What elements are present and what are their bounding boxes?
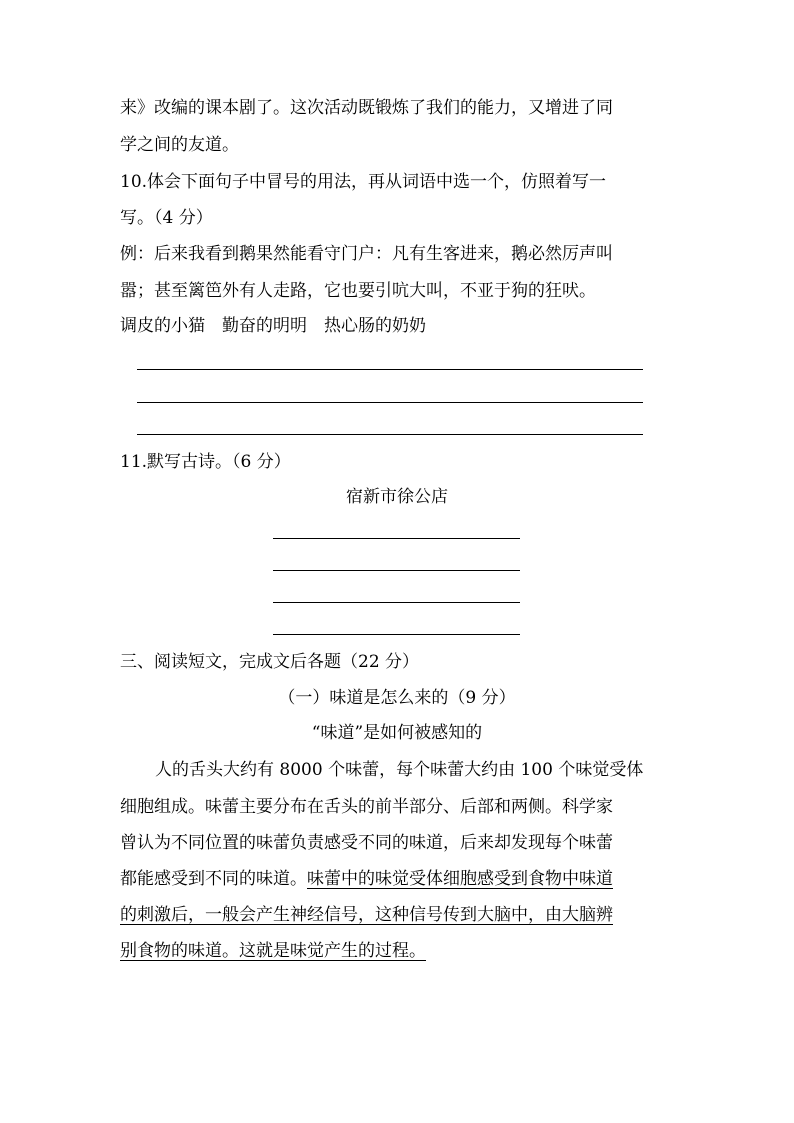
section3-title: 三、阅读短文，完成文后各题（22 分） [120, 652, 420, 672]
para-line-4-plain: 都能感受到不同的味道。 [120, 869, 307, 889]
q9-continuation-line2: 学之间的友道。 [120, 135, 239, 155]
para-line-4 [120, 867, 613, 891]
para-line-4-underlined: 味蕾中的味觉受体细胞感受到食物中味道 [307, 869, 613, 889]
para-line-5-underlined: 的刺激后，一般会产生神经信号，这种信号传到大脑中，由大脑辨 [120, 905, 613, 925]
q9-continuation-line1: 来》改编的课本剧了。这次活动既锻炼了我们的能力，又增进了同 [120, 98, 613, 118]
q11-poem-title: 宿新市徐公店 [346, 487, 448, 507]
q10-example-line1: 例：后来我看到鹅果然能看守门户：凡有生客进来，鹅必然厉声叫 [120, 244, 613, 264]
para-line-6-underlined: 别食物的味道。这就是味觉产生的过程。 [120, 941, 426, 961]
q10-answer-line-1[interactable] [137, 369, 643, 370]
q10-title-line2: 写。（4 分） [120, 208, 213, 228]
passage-sub-heading: “味道”是如何被感知的 [311, 723, 483, 743]
para-line-3: 曾认为不同位置的味蕾负责感受不同的味道，后来却发现每个味蕾 [120, 833, 613, 853]
q10-word-choices: 调皮的小猫 勤奋的明明 热心肠的奶奶 [120, 316, 426, 336]
para-line-1: 人的舌头大约有 8000 个味蕾，每个味蕾大约由 100 个味觉受体 [155, 760, 644, 780]
para-line-2: 细胞组成。味蕾主要分布在舌头的前半部分、后部和两侧。科学家 [120, 797, 613, 817]
passage-title: （一）味道是怎么来的（9 分） [278, 688, 516, 708]
q10-answer-line-2[interactable] [137, 402, 643, 403]
q10-title-line1: 10.体会下面句子中冒号的用法，再从词语中选一个，仿照着写一 [120, 172, 607, 192]
poem-answer-line-4[interactable] [273, 634, 520, 635]
q11-title: 11.默写古诗。（6 分） [120, 452, 291, 472]
q10-answer-line-3[interactable] [137, 434, 643, 435]
poem-answer-line-1[interactable] [273, 538, 520, 539]
poem-answer-line-3[interactable] [273, 602, 520, 603]
q10-example-line2: 嚣；甚至篱笆外有人走路，它也要引吭大叫，不亚于狗的狂吠。 [120, 281, 596, 301]
poem-answer-line-2[interactable] [273, 570, 520, 571]
